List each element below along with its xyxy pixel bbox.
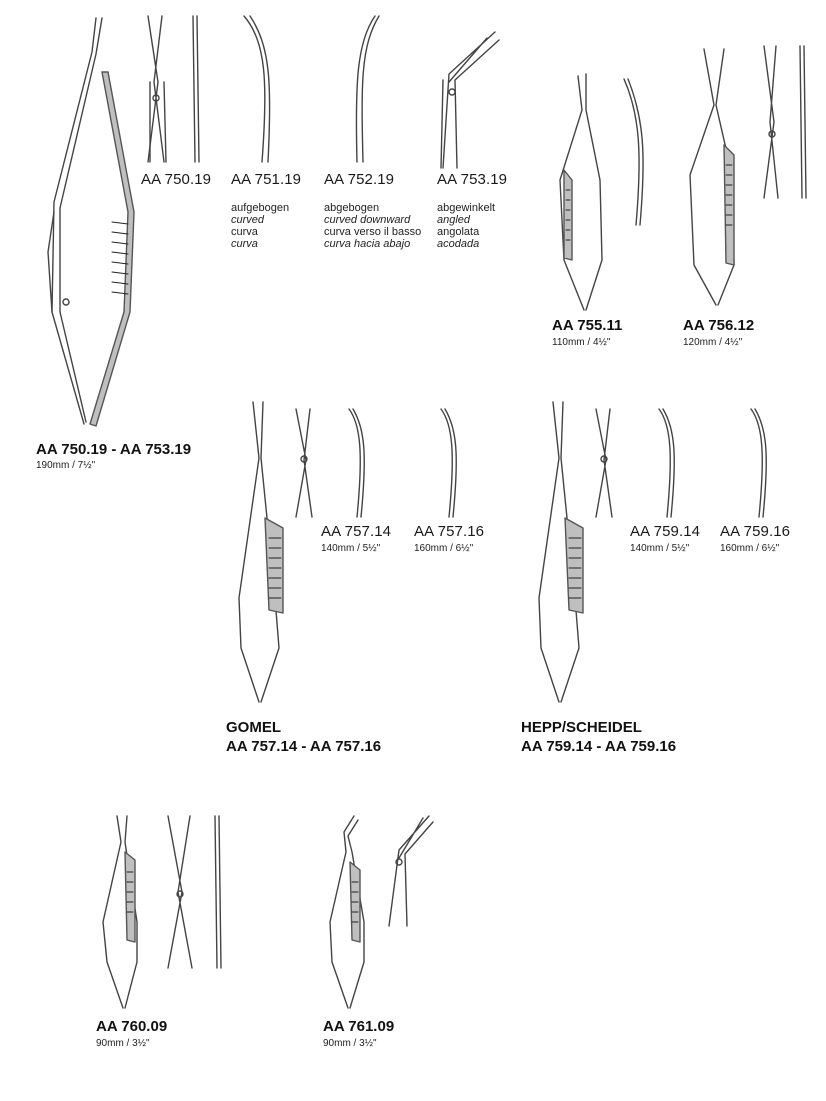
product-code-751-19: AA 751.19: [231, 171, 302, 188]
tip-straight-756: [758, 42, 788, 202]
brand-hepp-scheidel: HEPP/SCHEIDEL: [521, 719, 642, 736]
product-code-755-11: AA 755.11: [552, 317, 623, 334]
product-code-750-19: AA 750.19: [141, 171, 212, 188]
tip-profile-756: [792, 42, 812, 202]
size-757-16: 160mm / 6½": [414, 543, 474, 554]
tip-profile-750: [185, 12, 205, 167]
scissors-illustration-gomel: [225, 398, 300, 708]
description-de: aufgebogen: [231, 202, 290, 214]
product-code-760-09: AA 760.09: [96, 1018, 168, 1035]
product-code-756-12: AA 756.12: [683, 317, 755, 334]
size-755-11: 110mm / 4½": [552, 337, 611, 348]
tip-straight-750: [140, 12, 180, 167]
range-759: AA 759.14 - AA 759.16: [521, 738, 677, 755]
tip-curved-down-752: [345, 12, 385, 167]
product-code-757-16: AA 757.16: [414, 523, 485, 540]
tip-profile-755: [618, 75, 653, 235]
product-code-759-16: AA 759.16: [720, 523, 791, 540]
tip-straight-757: [290, 405, 320, 520]
size-759-14: 140mm / 5½": [630, 543, 690, 554]
description-752: [324, 202, 421, 250]
tip-straight-760: [160, 812, 200, 972]
size-750-753: 190mm / 7½": [36, 460, 96, 471]
product-code-757-14: AA 757.14: [321, 523, 392, 540]
tip-angled-761: [383, 812, 438, 930]
scissors-illustration-760: [95, 812, 150, 1012]
product-code-759-14: AA 759.14: [630, 523, 701, 540]
size-761-09: 90mm / 3½": [323, 1038, 377, 1049]
tip-curved-757: [345, 405, 375, 520]
description-en: curved: [231, 214, 265, 226]
description-es: curva: [231, 238, 258, 250]
description-it: curva: [231, 226, 258, 238]
range-757: AA 757.14 - AA 757.16: [226, 738, 382, 755]
tip-curved-759b: [747, 405, 777, 520]
description-de: abgebogen: [324, 202, 380, 214]
description-es: acodada: [437, 238, 480, 250]
range-750-753: AA 750.19 - AA 753.19: [36, 441, 192, 458]
size-756-12: 120mm / 4½": [683, 337, 743, 348]
product-code-761-09: AA 761.09: [323, 1018, 395, 1035]
scissors-illustration-761: [322, 812, 377, 1012]
tip-angled-753: [435, 30, 505, 170]
scissors-illustration-190mm: [30, 12, 140, 432]
tip-straight-759: [590, 405, 620, 520]
product-code-753-19: AA 753.19: [437, 171, 508, 188]
tip-curved-757b: [437, 405, 467, 520]
size-760-09: 90mm / 3½": [96, 1038, 150, 1049]
description-751: [231, 202, 289, 250]
tip-curved-759: [655, 405, 685, 520]
description-753: [437, 202, 495, 250]
tip-curved-751: [240, 12, 280, 167]
description-en: curved downward: [324, 214, 411, 226]
scissors-illustration-756: [680, 45, 750, 310]
tip-profile-760: [205, 812, 230, 972]
scissors-illustration-755: [550, 70, 620, 315]
size-759-16: 160mm / 6½": [720, 543, 780, 554]
description-es: curva hacia abajo: [324, 238, 411, 250]
size-757-14: 140mm / 5½": [321, 543, 381, 554]
description-en: angled: [437, 214, 471, 226]
description-it: curva verso il basso: [324, 226, 422, 238]
brand-gomel: GOMEL: [226, 719, 281, 736]
description-it: angolata: [437, 226, 480, 238]
description-de: abgewinkelt: [437, 202, 496, 214]
product-code-752-19: AA 752.19: [324, 171, 395, 188]
scissors-illustration-hepp: [525, 398, 600, 708]
